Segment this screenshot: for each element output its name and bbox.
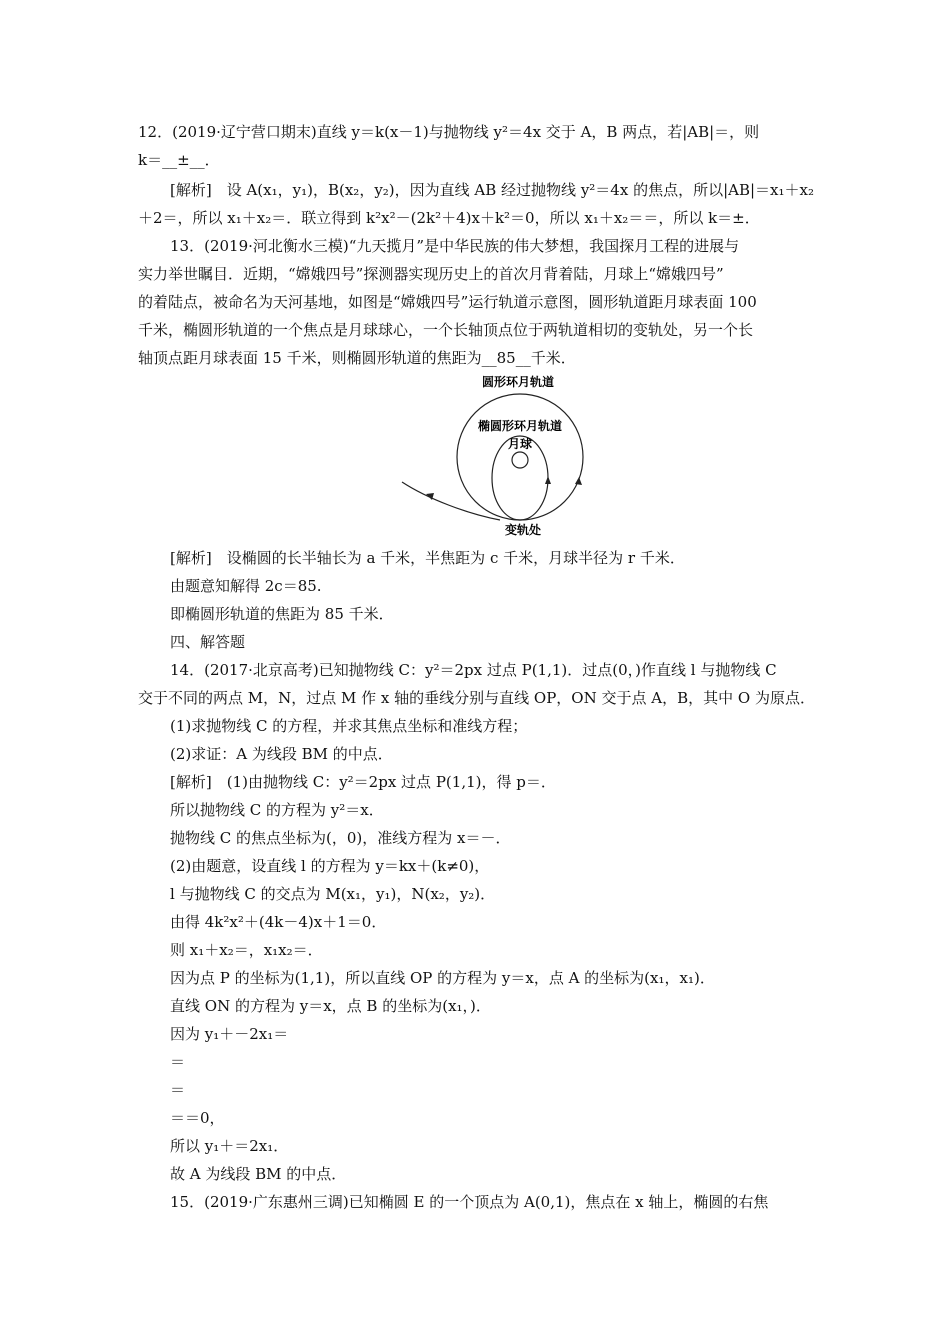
line-14-part-1: (1)求抛物线 C 的方程，并求其焦点坐标和准线方程； — [170, 717, 528, 735]
line-13-conclusion: 即椭圆形轨道的焦距为 85 千米． — [170, 605, 394, 623]
line-13-solution: [解析] 设椭圆的长半轴长为 a 千米，半焦距为 c 千米，月球半径为 r 千米． — [170, 549, 685, 567]
line-12-solution-2: ＋2＝，所以 x₁＋x₂＝．联立得到 k²x²－(2k²＋4)x＋k²＝0，所以 x₁＋x₂＝＝，所以 k＝±． — [138, 209, 760, 227]
circular-orbit — [457, 394, 583, 520]
elliptical-orbit-label: 椭圆形环月轨道 — [477, 419, 563, 433]
approach-trajectory — [402, 482, 500, 520]
line-12-stem: 12．(2019·辽宁营口期末)直线 y＝k(x－1)与抛物线 y²＝4x 交于 A，B 两点，若|AB|＝，则 — [138, 123, 760, 141]
line-14-solution-4: (2)由题意，设直线 l 的方程为 y＝kx＋(k≠0)， — [170, 857, 490, 875]
circle-arrow-icon — [575, 477, 582, 485]
line-14-part-2: (2)求证：A 为线段 BM 的中点． — [170, 745, 393, 763]
line-14-stem-1: 14．(2017·北京高考)已知抛物线 C：y²＝2px 过点 P(1,1)．过点(0，)作直线 l 与抛物线 C — [170, 661, 777, 679]
line-14-solution-6: 由得 4k²x²＋(4k－4)x＋1＝0． — [170, 913, 387, 931]
line-13-result: 由题意知解得 2c＝85. — [170, 577, 322, 595]
moon — [512, 452, 528, 468]
line-14-solution-2: 所以抛物线 C 的方程为 y²＝x． — [170, 801, 384, 819]
line-13-stem-3: 的着陆点，被命名为天河基地，如图是“嫦娥四号”运行轨道示意图，圆形轨道距月球表面 100 — [138, 293, 757, 311]
circular-orbit-label: 圆形环月轨道 — [481, 375, 555, 389]
line-14-solution-5: l 与抛物线 C 的交点为 M(x₁，y₁)，N(x₂，y₂)． — [170, 885, 496, 903]
line-13-stem-1: 13．(2019·河北衡水三模)“九天揽月”是中华民族的伟大梦想，我国探月工程的进展与 — [170, 237, 740, 255]
line-14-solution-12: ＝ — [170, 1081, 186, 1099]
moon-label: 月球 — [507, 437, 533, 451]
line-13-stem-4: 千米，椭圆形轨道的一个焦点是月球球心，一个长轴顶点位于两轨道相切的变轨处，另一个长 — [138, 321, 754, 339]
orbit-diagram — [398, 374, 590, 538]
line-14-solution-9: 直线 ON 的方程为 y＝x，点 B 的坐标为(x₁，)． — [170, 997, 491, 1015]
line-14-solution-14: 所以 y₁＋＝2x₁． — [170, 1137, 289, 1155]
line-14-solution-13: ＝＝0， — [170, 1109, 225, 1127]
ellipse-arrow-icon — [545, 476, 551, 484]
line-14-solution-7: 则 x₁＋x₂＝，x₁x₂＝． — [170, 941, 323, 959]
line-12-answer: k＝__±__． — [138, 151, 220, 169]
line-14-solution-11: ＝ — [170, 1053, 186, 1071]
section-heading: 四、解答题 — [170, 633, 246, 651]
line-12-solution-1: [解析] 设 A(x₁，y₁)，B(x₂，y₂)，因为直线 AB 经过抛物线 y²＝4x 的焦点，所以|AB|＝x₁＋x₂ — [170, 181, 814, 199]
line-14-stem-2: 交于不同的两点 M，N，过点 M 作 x 轴的垂线分别与直线 OP，ON 交于点 A，B，其中 O 为原点． — [138, 689, 815, 707]
line-14-solution-1: [解析] (1)由抛物线 C：y²＝2px 过点 P(1,1)，得 p＝． — [170, 773, 556, 791]
transfer-point-label: 变轨处 — [504, 523, 542, 537]
line-13-stem-2: 实力举世瞩目．近期，“嫦娥四号”探测器实现历史上的首次月背着陆，月球上“嫦娥四号” — [138, 265, 724, 283]
line-13-stem-5: 轴顶点距月球表面 15 千米，则椭圆形轨道的焦距为__85__千米． — [138, 349, 576, 367]
line-14-solution-3: 抛物线 C 的焦点坐标为(，0)，准线方程为 x＝－． — [170, 829, 511, 847]
line-14-solution-8: 因为点 P 的坐标为(1,1)，所以直线 OP 的方程为 y＝x，点 A 的坐标为(x₁，x₁)． — [170, 969, 715, 987]
line-15-stem: 15．(2019·广东惠州三调)已知椭圆 E 的一个顶点为 A(0,1)，焦点在 x 轴上，椭圆的右焦 — [170, 1193, 769, 1211]
line-14-solution-10: 因为 y₁＋－2x₁＝ — [170, 1025, 289, 1043]
line-14-solution-15: 故 A 为线段 BM 的中点． — [170, 1165, 347, 1183]
